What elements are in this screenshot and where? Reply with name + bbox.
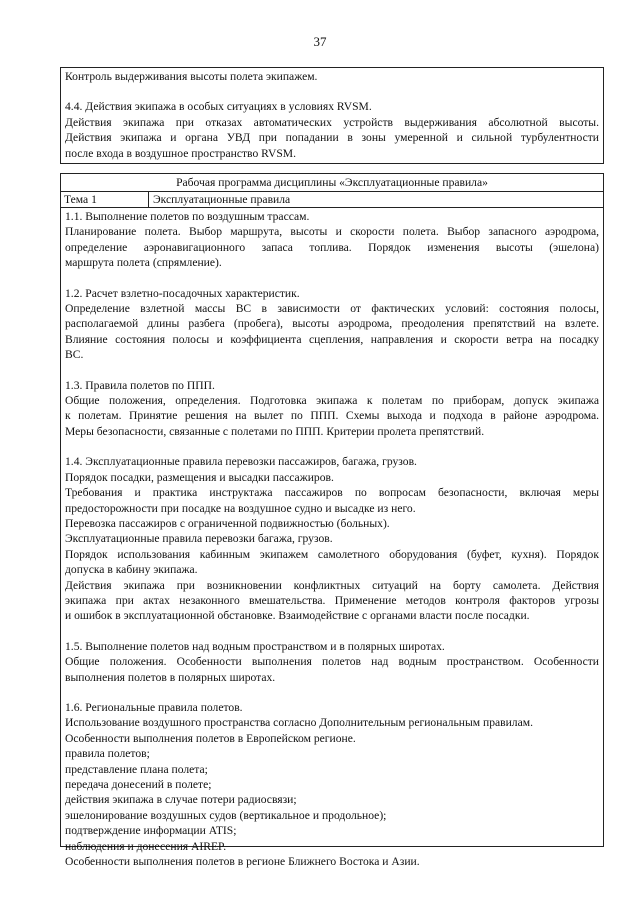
text-line: предосторожности при посадке на воздушное судно и высадке из него. [65, 501, 416, 515]
blank-line [65, 363, 599, 378]
text-line: Порядок использования кабинным экипажем самолетного оборудования (буфет, кухня). Порядок [65, 547, 599, 561]
tema-row [61, 192, 603, 208]
text-line: 1.3. Правила полетов по ППП. [65, 378, 215, 392]
text-line: 1.4. Эксплуатационные правила перевозки пассажиров, багажа, грузов. [65, 455, 417, 469]
text-line: Планирование полета. Выбор маршрута, высоты и скорости полета. Выбор запасного аэродрома, [65, 225, 599, 239]
tema-title: Эксплуатационные правила [153, 193, 291, 206]
text-line: Общие положения, определения. Подготовка экипажа к полетам по приборам, допуск экипажа [65, 394, 599, 408]
text-line: Действия экипажа при возникновении конфликтных ситуаций на борту самолета. Действия [65, 578, 599, 592]
text-line: ВС. [65, 348, 84, 362]
text-line: Порядок посадки, размещения и высадки пассажиров. [65, 470, 334, 484]
text-line: наблюдения и донесения AIREP. [65, 839, 227, 853]
text-line: Меры безопасности, связанные с полетами по ППП. Критерии пролета препятствий. [65, 424, 485, 438]
text-line: располагаемой длины разбега (пробега), высоты аэродрома, преодоления препятствий на взлете. [65, 317, 599, 331]
text-line: эшелонирование воздушных судов (вертикальное и продольное); [65, 808, 387, 822]
text-line: подтверждение информации ATIS; [65, 824, 237, 838]
blank-line [65, 84, 599, 99]
text-line: Влияние состояния полосы и коэффициента сцепления, направления и скорости ветра на посадку [65, 332, 599, 346]
text-line: выполнения полетов в полярных широтах. [65, 670, 276, 684]
text-line: Общие положения. Особенности выполнения полетов над водным пространством. Особенности [65, 655, 599, 669]
blank-line [65, 685, 599, 700]
text-line: Использование воздушного пространства согласно Дополнительным региональным правилам. [65, 716, 533, 730]
text-line: Контроль выдерживания высоты полета экипажем. [65, 70, 318, 83]
text-line: передача донесений в полете; [65, 778, 212, 791]
text-line: Действия экипажа и органа УВД при попадании в зоны умеренной и сильной турбулентности [65, 131, 599, 145]
text-line: 1.6. Региональные правила полетов. [65, 700, 243, 714]
text-line: 1.1. Выполнение полетов по воздушным трассам. [65, 210, 310, 223]
text-line: Требования и практика инструктажа пассажиров по вопросам безопасности, включая меры [65, 486, 599, 500]
text-line: Эксплуатационные правила перевозки багажа, грузов. [65, 532, 333, 546]
text-line: 1.5. Выполнение полетов над водным пространством и в полярных широтах. [65, 639, 445, 653]
text-line: представление плана полета; [65, 762, 208, 776]
text-line: 1.2. Расчет взлетно-посадочных характеристик. [65, 286, 300, 300]
text-line: 4.4. Действия экипажа в особых ситуациях в условиях RVSM. [65, 100, 372, 114]
program-content [61, 208, 603, 869]
text-line: Особенности выполнения полетов в Европейском регионе. [65, 731, 356, 745]
text-line: правила полетов; [65, 747, 150, 761]
text-line: после входа в воздушное пространство RVSM. [65, 146, 296, 160]
text-line: Действия экипажа при отказах автоматических устройств выдерживания абсолютной высоты. [65, 115, 599, 129]
blank-line [65, 271, 599, 286]
text-line: к полетам. Принятие решения на вылет по ППП. Схемы выхода и подхода в районе аэродрома. [65, 409, 599, 423]
text-line: Особенности выполнения полетов в регионе Ближнего Востока и Азии. [65, 855, 420, 869]
text-line: действия экипажа в случае потери радиосвязи; [65, 793, 297, 807]
blank-line [65, 624, 599, 639]
program-table [60, 173, 604, 869]
tema-label: Тема 1 [61, 192, 149, 207]
text-line: определение аэронавигационного запаса топлива. Порядок изменения высоты (эшелона) [65, 240, 599, 254]
page-number: 37 [313, 34, 327, 49]
text-line: маршрута полета (спрямление). [65, 256, 222, 270]
text-line: допуска в кабину экипажа. [65, 563, 198, 577]
text-line: Перевозка пассажиров с ограниченной подвижностью (больных). [65, 516, 390, 530]
text-line: экипажа при актах незаконного вмешательства. Применение методов контроля факторов угрозы [65, 593, 599, 607]
text-line: Определение взлетной массы ВС в зависимости от фактических условий: состояния полосы, [65, 302, 599, 316]
program-title: Рабочая программа дисциплины «Эксплуатационные правила» [61, 174, 603, 192]
blank-line [65, 439, 599, 454]
text-line: и ошибок в эксплуатационной обстановке. Взаимодействие с органами власти после посадки. [65, 609, 530, 623]
previous-topic-block [60, 67, 604, 164]
